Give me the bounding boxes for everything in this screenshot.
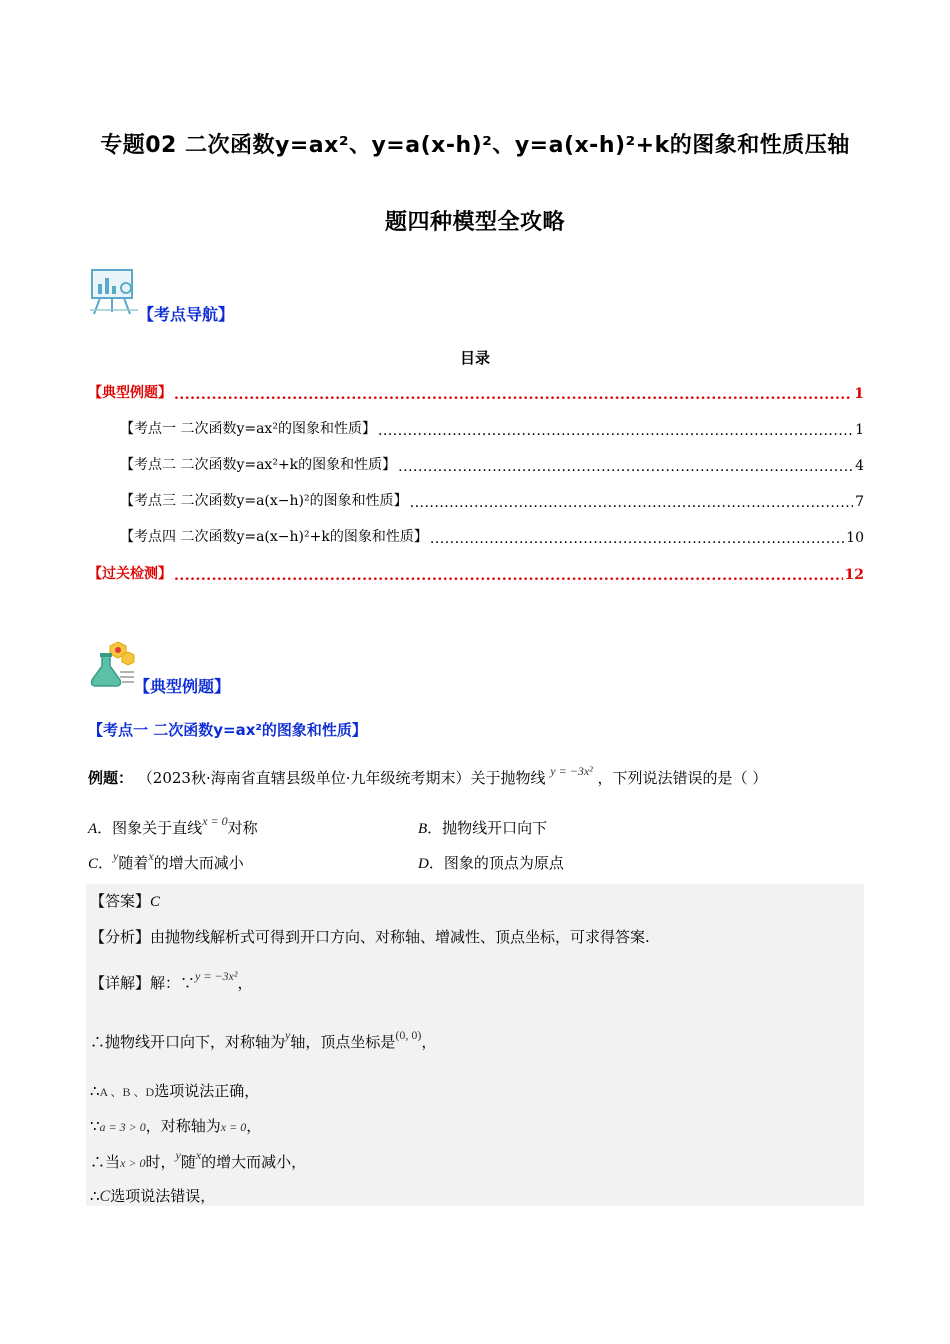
toc-item-topic-2[interactable]	[120, 452, 864, 474]
toc-page: 1	[854, 386, 864, 402]
section-topic: 【考点一 二次函数y=ax²的图象和性质】	[88, 721, 367, 739]
toc-page: 4	[855, 458, 864, 474]
toc-item-topic-1[interactable]	[120, 416, 864, 438]
toc-item-topic-3[interactable]	[120, 488, 864, 510]
presentation-board-icon	[88, 266, 140, 318]
answer-value: C	[150, 894, 161, 910]
toc-item-checkpoint[interactable]	[88, 561, 864, 583]
example-question	[88, 764, 768, 788]
detail-step-1: ∴抛物线开口向下，对称轴为$^y$轴，顶点坐标是$^{(0, 0)}$，	[90, 1028, 437, 1051]
detail-step-2: ∴A 、B 、D选项说法正确，	[90, 1082, 260, 1100]
toc-item-topic-4[interactable]	[120, 524, 864, 546]
option-b[interactable]: B．抛物线开口向下	[418, 819, 548, 837]
detail-step-4: ∴当x > 0时，$^y$随$^x$的增大而减小，	[90, 1148, 307, 1171]
page-title-line-1: 专题02 二次函数y=ax²、y=a(x-h)²、y=a(x-h)²+k的图象和性质压轴	[100, 133, 850, 158]
toc-page: 7	[855, 494, 864, 510]
example-suffix: ，下列说法错误的是（ ）	[597, 769, 768, 787]
analysis-line: 【分析】由抛物线解析式可得到开口方向、对称轴、增减性、顶点坐标，可求得答案.	[90, 928, 650, 946]
page-title-line-2: 题四种模型全攻略	[384, 210, 565, 235]
flask-hexagon-icon	[88, 640, 136, 688]
answer-line: 【答案】C	[90, 892, 161, 910]
nav-heading: 【考点导航】	[138, 305, 235, 324]
example-prefix: 例题：	[88, 769, 134, 787]
toc-page: 1	[855, 422, 864, 438]
toc-page: 10	[846, 530, 864, 546]
detail-step-3: ∵a = 3 > 0，对称轴为x = 0，	[90, 1117, 262, 1135]
toc-label: 【考点一 二次函数y=ax²的图象和性质】	[120, 421, 376, 437]
example-formula: y = −3x²	[550, 764, 593, 778]
example-source: （2023秋·海南省直辖县级单位·九年级统考期末）关于抛物线	[137, 769, 546, 787]
toc-heading: 目录	[459, 349, 490, 367]
toc-label: 【过关检测】	[88, 566, 172, 582]
option-a[interactable]: A．图象关于直线$^{x = 0}$对称	[88, 814, 258, 837]
detail-line: 【详解】解：∵$^{y = -3x^2}$，	[90, 969, 253, 992]
toc-label: 【典型例题】	[88, 385, 172, 401]
toc-label: 【考点二 二次函数y=ax²+k的图象和性质】	[120, 457, 397, 473]
section-heading: 【典型例题】	[134, 677, 231, 696]
toc-page: 12	[844, 567, 864, 583]
toc-label: 【考点四 二次函数y=a(x−h)²+k的图象和性质】	[120, 529, 428, 545]
option-d[interactable]: D．图象的顶点为原点	[418, 854, 564, 872]
toc-label: 【考点三 二次函数y=a(x−h)²的图象和性质】	[120, 493, 408, 509]
detail-step-5: ∴C选项说法错误，	[90, 1187, 216, 1205]
option-c[interactable]: C．$^y$随着$^x$的增大而减小	[88, 849, 244, 872]
toc-item-typical-examples[interactable]	[88, 380, 864, 402]
